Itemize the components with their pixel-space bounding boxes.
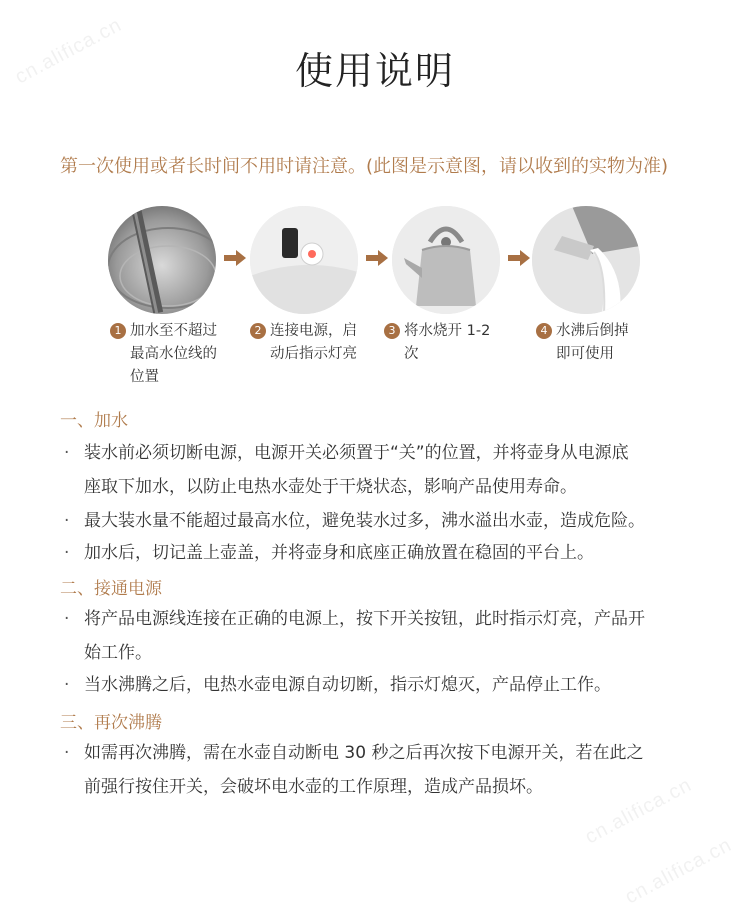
watermark: cn.alifica.cn [11, 13, 126, 89]
step-1-image [108, 206, 216, 314]
bullet-dot: · [64, 743, 70, 763]
step-4-image [532, 206, 640, 314]
step-1-caption: 1 加水至不超过 最高水位线的 位置 [110, 320, 217, 389]
arrow-right-icon [366, 250, 388, 266]
step-number-badge: 4 [536, 323, 552, 339]
watermark: cn.alifica.cn [621, 833, 736, 909]
list-item: · 如需再次沸腾，需在水壶自动断电 30 秒之后再次按下电源开关，若在此之 前强行按住开关，会破坏电水壶的工作原理，造成产品损坏。 [60, 736, 700, 804]
watermark: cn.alifica.cn [581, 773, 696, 849]
step-4-caption: 4 水沸后倒掉 即可使用 [536, 320, 629, 366]
section-heading: 三、再次沸腾 [60, 713, 162, 733]
arrow-right-icon [508, 250, 530, 266]
bullet-dot: · [64, 675, 70, 695]
list-item: · 最大装水量不能超过最高水位，避免装水过多，沸水溢出水壶，造成危险。 [60, 504, 700, 538]
page-title: 使用说明 [294, 49, 455, 93]
bullet-dot: · [64, 609, 70, 629]
step-2-caption: 2 连接电源，启 动后指示灯亮 [250, 320, 357, 366]
step-number-badge: 1 [110, 323, 126, 339]
section-heading: 二、接通电源 [60, 579, 162, 599]
step-2-image [250, 206, 358, 314]
notice-text: 第一次使用或者长时间不用时请注意。(此图是示意图，请以收到的实物为准) [60, 156, 669, 177]
step-number-badge: 2 [250, 323, 266, 339]
list-item: · 加水后，切记盖上壶盖，并将壶身和底座正确放置在稳固的平台上。 [60, 536, 700, 570]
arrow-right-icon [224, 250, 246, 266]
section-heading: 一、加水 [60, 411, 128, 431]
list-item: · 当水沸腾之后，电热水壶电源自动切断，指示灯熄灭，产品停止工作。 [60, 668, 700, 702]
steps-illustration [0, 200, 750, 400]
bullet-dot: · [64, 443, 70, 463]
list-item: · 将产品电源线连接在正确的电源上，按下开关按钮，此时指示灯亮，产品开 始工作。 [60, 602, 700, 670]
step-number-badge: 3 [384, 323, 400, 339]
bullet-dot: · [64, 511, 70, 531]
step-3-caption: 3 将水烧开 1-2 次 [384, 320, 490, 366]
bullet-dot: · [64, 543, 70, 563]
step-3-image [392, 206, 500, 314]
list-item: · 装水前必须切断电源，电源开关必须置于“关”的位置，并将壶身从电源底 座取下加水，以防止电热水壶处于干烧状态，影响产品使用寿命。 [60, 436, 700, 504]
